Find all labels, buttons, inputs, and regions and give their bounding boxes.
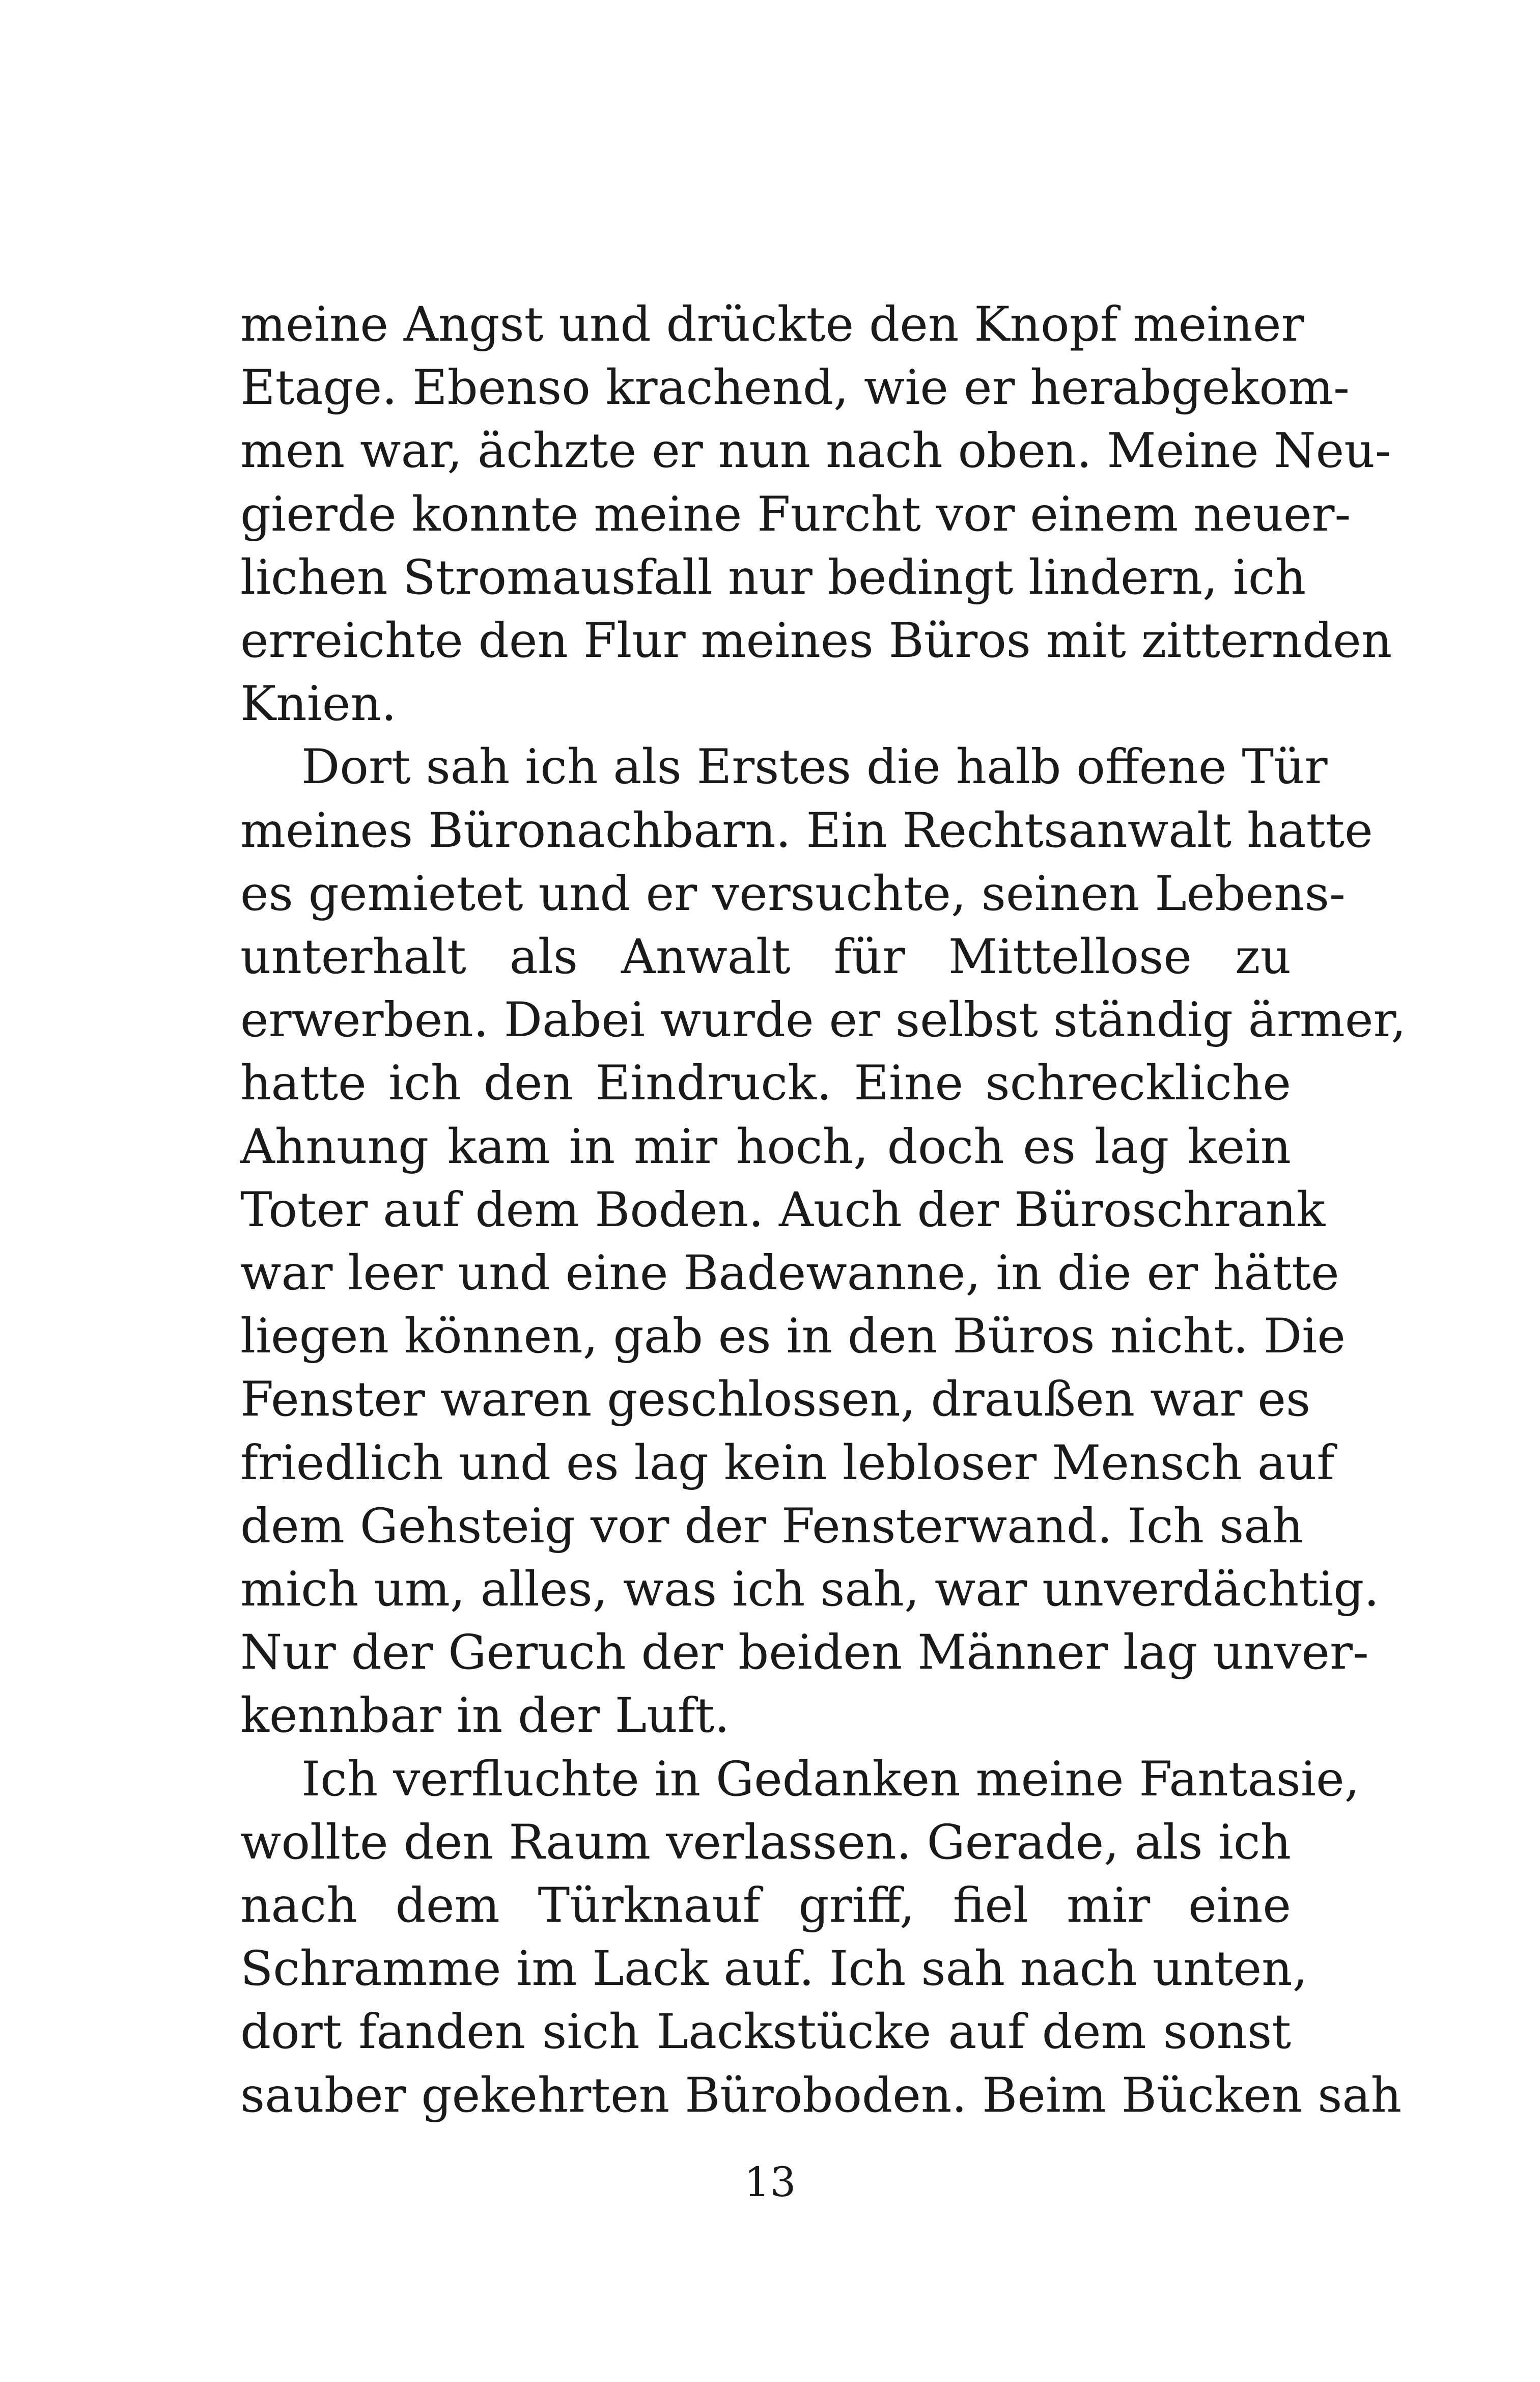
text-line: Schramme im Lack auf. Ich sah nach unten, [240,1941,1308,1997]
text-line: men war, ächzte er nun nach oben. Meine Neu- [240,423,1391,479]
text-line: es gemietet und er versuchte, seinen Lebens- [240,866,1346,922]
text-line: meine Angst und drückte den Knopf meiner [240,297,1304,352]
text-line: dem Gehsteig vor der Fensterwand. Ich sah [240,1498,1303,1554]
text-line: kennbar in der Luft. [240,1688,730,1744]
text-line: Ahnung kam in mir hoch, doch es lag kein [240,1119,1291,1175]
text-line: lichen Stromausfall nur bedingt lindern, ich [240,549,1306,605]
body-text [240,293,1407,2127]
text-line: Dort sah ich als Erstes die halb offene Tür [301,739,1328,795]
text-line: erwerben. Dabei wurde er selbst ständig ärmer, [240,992,1407,1048]
text-line: war leer und eine Badewanne, in die er hätte [240,1245,1339,1301]
paragraph-3 [240,1748,1402,2127]
text-line: wollte den Raum verlassen. Gerade, als ich [240,1814,1291,1870]
text-line: unterhalt als Anwalt für Mittellose zu [240,929,1291,985]
text-line: Nur der Geruch der beiden Männer lag unver- [240,1625,1369,1681]
text-line: Ich verfluchte in Gedanken meine Fantasie, [301,1751,1360,1807]
paragraph-2 [240,736,1407,1748]
text-line: dort fanden sich Lackstücke auf dem sonst [240,2004,1291,2060]
text-line: erreichte den Flur meines Büros mit zitternden [240,613,1392,669]
text-line: Etage. Ebenso krachend, wie er herabgekom- [240,360,1350,416]
text-line: Knien. [240,676,397,732]
text-line: meines Büronachbarn. Ein Rechtsanwalt hatte [240,802,1373,858]
text-line: Toter auf dem Boden. Auch der Büroschrank [240,1182,1326,1238]
text-line: liegen können, gab es in den Büros nicht. Die [240,1309,1346,1365]
text-line: Fenster waren geschlossen, draußen war es [240,1372,1311,1428]
paragraph-1 [240,293,1392,736]
page-number: 13 [744,2158,796,2206]
text-line: hatte ich den Eindruck. Eine schreckliche [240,1056,1291,1112]
text-line: nach dem Türknauf griff, fiel mir eine [240,1878,1291,1934]
text-line: gierde konnte meine Furcht vor einem neuer- [240,486,1351,542]
text-line: friedlich und es lag kein lebloser Mensch auf [240,1435,1335,1491]
text-line: mich um, alles, was ich sah, war unverdächtig. [240,1562,1380,1618]
text-line: sauber gekehrten Büroboden. Beim Bücken sah [240,2067,1402,2123]
